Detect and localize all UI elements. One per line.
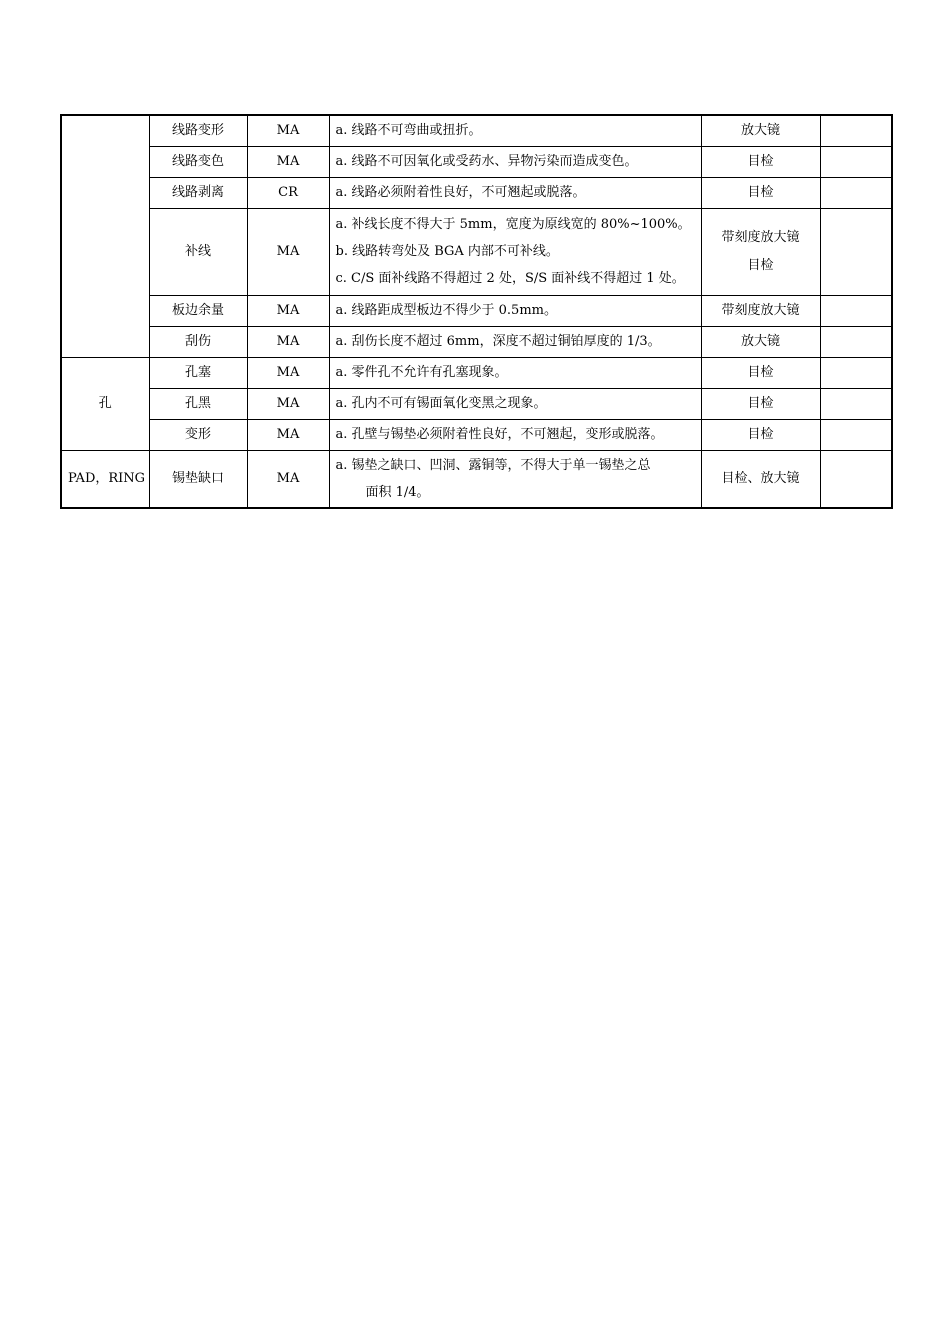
standard-cell (329, 451, 701, 509)
level-cell: MA (247, 451, 329, 509)
tool-cell (701, 115, 820, 147)
tool-line: 目检 (747, 185, 774, 200)
tool-cell (701, 296, 820, 327)
tool-line: 带刻度放大镜 (721, 303, 800, 318)
standard-cell (329, 296, 701, 327)
tool-cell (701, 358, 820, 389)
level-cell: MA (247, 358, 329, 389)
tool-cell (701, 451, 820, 509)
note-cell (820, 420, 892, 451)
item-cell: 线路剥离 (149, 178, 247, 209)
table-row (61, 389, 892, 420)
inspection-table (60, 114, 893, 509)
level-cell: CR (247, 178, 329, 209)
category-cell-hole: 孔 (61, 358, 149, 451)
tool-line: 目检 (747, 154, 774, 169)
standard-line: a. 线路不可弯曲或扭折。 (335, 123, 482, 138)
level-cell: MA (247, 296, 329, 327)
table-row (61, 209, 892, 296)
level-cell: MA (247, 389, 329, 420)
item-cell: 线路变色 (149, 147, 247, 178)
tool-cell (701, 147, 820, 178)
table-row (61, 420, 892, 451)
table-row (61, 327, 892, 358)
standard-cell (329, 327, 701, 358)
table-row (61, 451, 892, 509)
note-cell (820, 296, 892, 327)
tool-line: 放大镜 (740, 123, 780, 138)
tool-line: 目检、放大镜 (721, 471, 800, 486)
item-cell: 变形 (149, 420, 247, 451)
standard-cell (329, 358, 701, 389)
level-cell: MA (247, 147, 329, 178)
tool-line: 带刻度放大镜 (721, 230, 800, 245)
standard-cell (329, 420, 701, 451)
table-row (61, 296, 892, 327)
level-cell: MA (247, 327, 329, 358)
inspection-sheet (60, 114, 891, 509)
tool-line: 目检 (747, 427, 774, 442)
note-cell (820, 327, 892, 358)
item-cell: 补线 (149, 209, 247, 296)
tool-cell (701, 420, 820, 451)
standard-line: c. C/S 面补线路不得超过 2 处，S/S 面补线不得超过 1 处。 (335, 271, 685, 286)
standard-line: b. 线路转弯处及 BGA 内部不可补线。 (335, 244, 559, 259)
note-cell (820, 115, 892, 147)
category-cell-pad-ring: PAD，RING (61, 451, 149, 509)
tool-cell (701, 327, 820, 358)
standard-cell (329, 178, 701, 209)
standard-cell (329, 389, 701, 420)
standard-line: a. 线路距成型板边不得少于 0.5mm。 (335, 303, 557, 318)
standard-cell (329, 147, 701, 178)
standard-cell (329, 115, 701, 147)
item-cell: 锡垫缺口 (149, 451, 247, 509)
standard-line: a. 孔内不可有锡面氧化变黑之现象。 (335, 396, 547, 411)
standard-line: a. 刮伤长度不超过 6mm，深度不超过铜铂厚度的 1/3。 (335, 334, 661, 349)
item-cell: 板边余量 (149, 296, 247, 327)
note-cell (820, 209, 892, 296)
tool-line: 放大镜 (740, 334, 780, 349)
item-cell: 孔黑 (149, 389, 247, 420)
standard-line: a. 线路不可因氧化或受药水、异物污染而造成变色。 (335, 154, 638, 169)
level-cell: MA (247, 420, 329, 451)
tool-line: 目检 (747, 396, 774, 411)
item-cell: 孔塞 (149, 358, 247, 389)
category-cell-line (61, 115, 149, 358)
standard-line: a. 零件孔不允许有孔塞现象。 (335, 365, 508, 380)
table-row (61, 147, 892, 178)
table-row (61, 178, 892, 209)
note-cell (820, 389, 892, 420)
tool-cell (701, 178, 820, 209)
note-cell (820, 358, 892, 389)
level-cell: MA (247, 209, 329, 296)
standard-line: a. 孔壁与锡垫必须附着性良好，不可翘起，变形或脱落。 (335, 427, 664, 442)
item-cell: 刮伤 (149, 327, 247, 358)
tool-line: 目检 (747, 365, 774, 380)
note-cell (820, 178, 892, 209)
item-cell: 线路变形 (149, 115, 247, 147)
note-cell (820, 147, 892, 178)
standard-cell (329, 209, 701, 296)
tool-line: 目检 (747, 258, 774, 273)
note-cell (820, 451, 892, 509)
standard-line: a. 补线长度不得大于 5mm，宽度为原线宽的 80%~100%。 (335, 217, 691, 232)
table-row (61, 115, 892, 147)
standard-line: 面积 1/4。 (365, 484, 430, 500)
standard-line: a. 线路必须附着性良好，不可翘起或脱落。 (335, 185, 586, 200)
table-row (61, 358, 892, 389)
tool-cell (701, 209, 820, 296)
tool-cell (701, 389, 820, 420)
level-cell: MA (247, 115, 329, 147)
standard-line: a. 锡垫之缺口、凹洞、露铜等，不得大于单一锡垫之总 (335, 457, 651, 473)
